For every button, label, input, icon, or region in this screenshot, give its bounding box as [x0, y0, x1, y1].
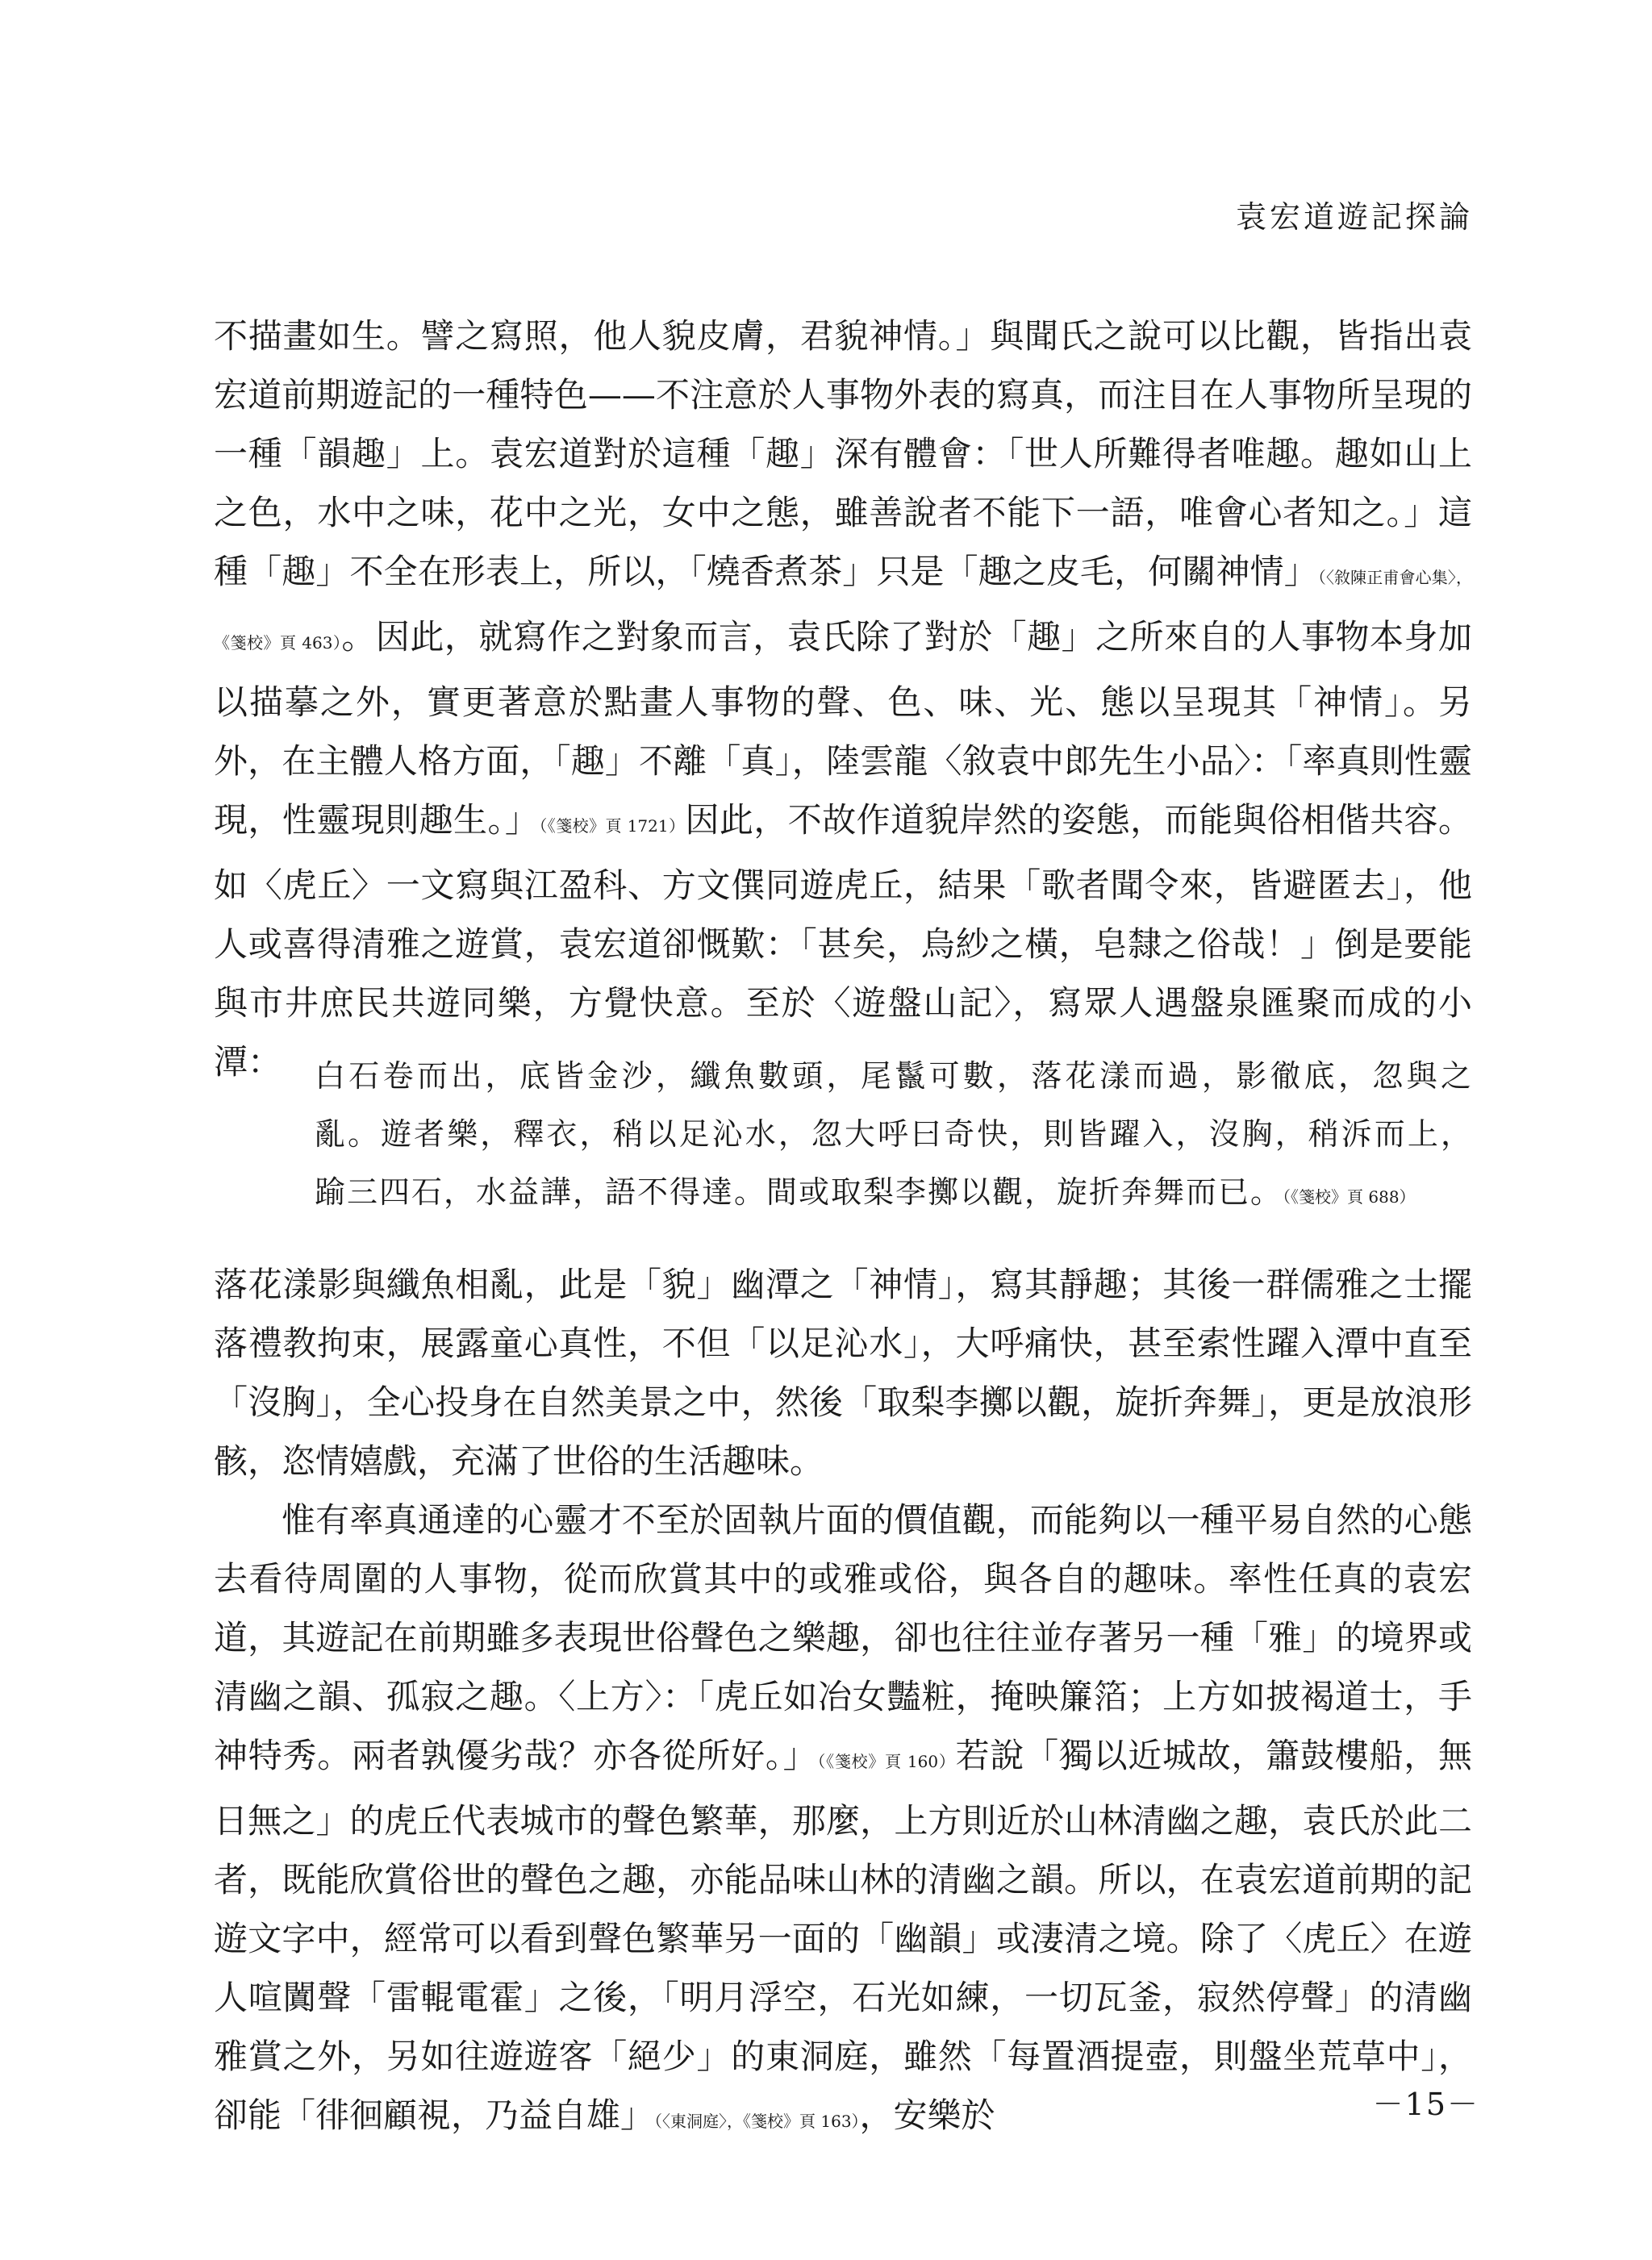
- paragraph-3-text-c: ，安樂於: [859, 2095, 995, 2135]
- page-number: －15－: [1372, 2087, 1479, 2122]
- citation-2: （《箋校》頁 1721）: [539, 816, 686, 836]
- citation-3: （《箋校》頁 160）: [817, 1752, 956, 1771]
- paragraph-3-text-b: 若說「獨以近城故，簫鼓樓船，無日無之」的虎丘代表城市的聲色繁華，那麼，上方則近於山林清幽之趣，袁氏於此二者，既能欣賞俗世的聲色之趣，亦能品味山林的清幽之韻。所以，在袁宏道前期的記遊文字中，經常可以看到聲色繁華另一面的「幽韻」或淒清之境。除了〈虎丘〉在遊人喧闐聲「雷輥電霍」之後，「明月浮空，石光如練，一切瓦釜，寂然停聲」的清幽雅賞之外，另如往遊遊客「絕少」的東洞庭，雖然「每置酒提壺，則盤坐荒草中」，卻能「徘徊顧視，乃益自雄」: [214, 1736, 1472, 2135]
- citation-1: （〈敘陳正甫會心集〉，《箋校》頁 463）: [214, 568, 1472, 653]
- paragraph-1: [214, 306, 1472, 1091]
- citation-4: （〈東洞庭〉，《箋校》頁 163）: [654, 2112, 860, 2131]
- block-quote-citation: （《箋校》頁 688）: [1283, 1187, 1416, 1207]
- paragraph-1-text-a: 不描畫如生。譬之寫照，他人貌皮膚，君貌神情。」與聞氏之說可以比觀，皆指出袁宏道前期遊記的一種特色——不注意於人事物外表的寫真，而注目在人事物所呈現的一種「韻趣」上。袁宏道對於這種「趣」深有體會：「世人所難得者唯趣。趣如山上之色，水中之味，花中之光，女中之態，雖善說者不能下一語，唯會心者知之。」這種「趣」不全在形表上，所以，「燒香煮茶」只是「趣之皮毛，何關神情」: [214, 316, 1472, 591]
- paragraph-1-text-b: 。因此，就寫作之對象而言，袁氏除了對於「趣」之所來自的人事物本身加以描摹之外，實更著意於點畫人事物的聲、色、味、光、態以呈現其「神情」。另外，在主體人格方面，「趣」不離「真」，陸雲龍〈敘袁中郎先生小品〉：「率真則性靈現，性靈現則趣生。」: [214, 617, 1472, 840]
- paragraph-2: [214, 1255, 1472, 1491]
- block-quote: [315, 1047, 1473, 1226]
- paragraph-2-text: 落花漾影與纖魚相亂，此是「貌」幽潭之「神情」，寫其靜趣；其後一群儒雅之士擺落禮教拘束，展露童心真性，不但「以足沁水」，大呼痛快，甚至索性躍入潭中直至「沒胸」，全心投身在自然美景之中，然後「取梨李擲以觀，旋折奔舞」，更是放浪形骸，恣情嬉戲，充滿了世俗的生活趣味。: [214, 1265, 1472, 1481]
- paragraph-1-text-c: 因此，不故作道貌岸然的姿態，而能與俗相偕共容。如〈虎丘〉一文寫與江盈科、方文僎同遊虎丘，結果「歌者聞令來，皆避匿去」，他人或喜得清雅之遊賞，袁宏道卻慨歎：「甚矣，烏紗之橫，皂隸之俗哉！」倒是要能與市井庶民共遊同樂，方覺快意。至於〈遊盤山記〉，寫眾人遇盤泉匯聚而成的小潭：: [214, 800, 1472, 1082]
- running-header: 袁宏道遊記探論: [1235, 199, 1473, 235]
- paragraph-3: [214, 1491, 1472, 2151]
- block-quote-text: 白石卷而出，底皆金沙，纖魚數頭，尾鬣可數，落花漾而過，影徹底，忽與之亂。遊者樂，釋衣，稍以足沁水，忽大呼曰奇快，則皆躍入，沒胸，稍泝而上，踰三四石，水益譁，語不得達。間或取梨李擲以觀，旋折奔舞而已。: [315, 1058, 1473, 1210]
- paragraph-3-text-a: 惟有率真通達的心靈才不至於固執片面的價值觀，而能夠以一種平易自然的心態去看待周圍的人事物，從而欣賞其中的或雅或俗，與各自的趣味。率性任真的袁宏道，其遊記在前期雖多表現世俗聲色之樂趣，卻也往往並存著另一種「雅」的境界或清幽之韻、孤寂之趣。〈上方〉：「虎丘如冶女豔粧，掩映簾箔；上方如披褐道士，手神特秀。兩者孰優劣哉？亦各從所好。」: [214, 1500, 1472, 1775]
